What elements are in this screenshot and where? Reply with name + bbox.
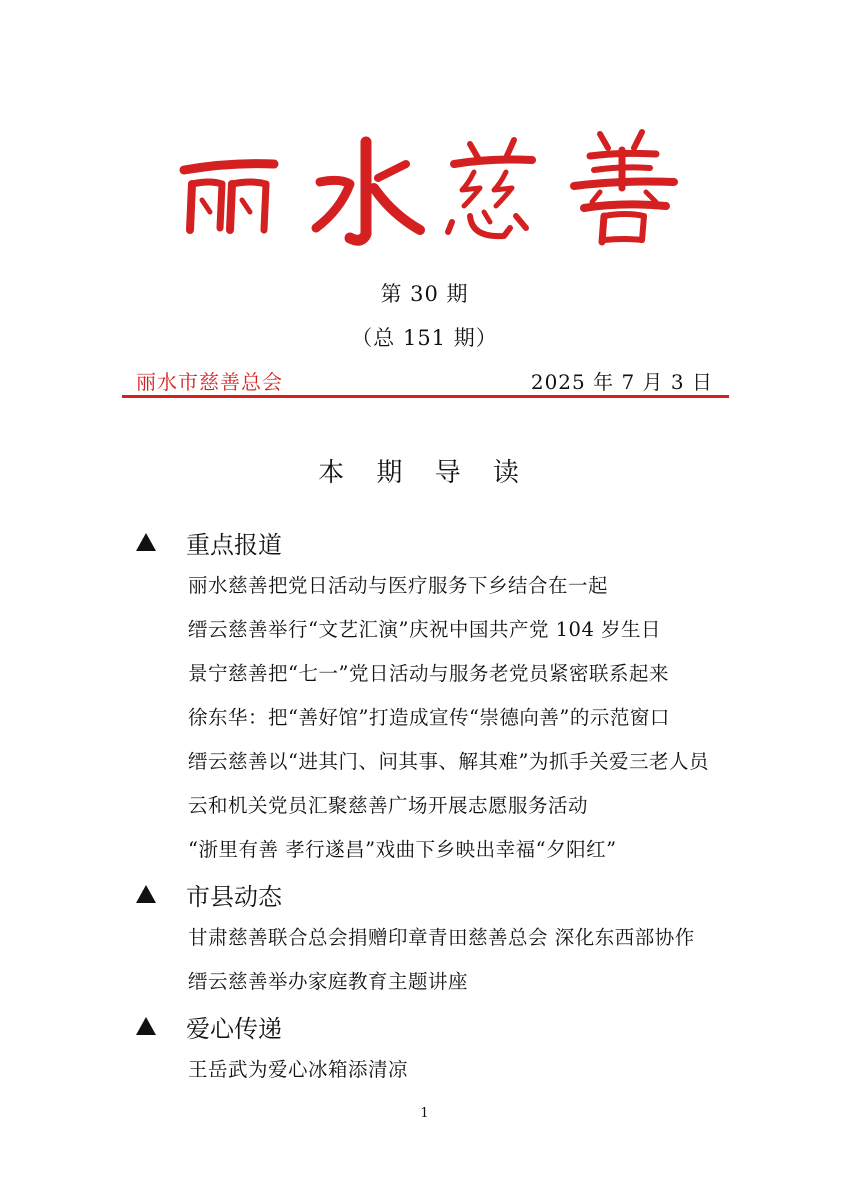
toc-item[interactable]: 云和机关党员汇聚慈善广场开展志愿服务活动 bbox=[188, 794, 589, 817]
toc-item[interactable]: 王岳武为爱心冰箱添清凉 bbox=[188, 1058, 409, 1081]
toc-item[interactable]: 徐东华：把“善好馆”打造成宣传“崇德向善”的示范窗口 bbox=[188, 706, 670, 729]
issue-total: （总 151 期） bbox=[351, 326, 498, 350]
section-heading bbox=[136, 872, 756, 916]
triangle-icon bbox=[136, 885, 156, 903]
triangle-icon bbox=[136, 533, 156, 551]
toc-item[interactable]: 缙云慈善举行“文艺汇演”庆祝中国共产党 104 岁生日 bbox=[188, 618, 662, 641]
masthead-calligraphy bbox=[170, 118, 700, 258]
publisher-name: 丽水市慈善总会 bbox=[136, 370, 283, 394]
section-title: 爱心传递 bbox=[186, 1014, 282, 1043]
section-heading bbox=[136, 520, 756, 564]
triangle-icon bbox=[136, 1017, 156, 1035]
masthead-logo bbox=[170, 118, 700, 258]
toc-item[interactable]: 缙云慈善以“进其门、问其事、解其难”为抓手关爱三老人员 bbox=[188, 750, 709, 773]
toc-item[interactable]: 缙云慈善举办家庭教育主题讲座 bbox=[188, 970, 469, 993]
section-heading bbox=[136, 1004, 756, 1048]
toc-item[interactable]: 甘肃慈善联合总会捐赠印章青田慈善总会 深化东西部协作 bbox=[188, 926, 695, 949]
section-title: 重点报道 bbox=[186, 530, 282, 559]
page-number: 1 bbox=[420, 1106, 429, 1121]
publication-date: 2025 年 7 月 3 日 bbox=[530, 370, 713, 394]
header-divider bbox=[122, 395, 729, 398]
toc-item[interactable]: 景宁慈善把“七一”党日活动与服务老党员紧密联系起来 bbox=[188, 662, 669, 685]
toc-item[interactable]: “浙里有善 孝行遂昌”戏曲下乡映出幸福“夕阳红” bbox=[188, 838, 617, 861]
issue-number: 第 30 期 bbox=[380, 282, 469, 306]
toc-item[interactable]: 丽水慈善把党日活动与医疗服务下乡结合在一起 bbox=[188, 574, 609, 597]
toc-title: 本 期 导 读 bbox=[318, 458, 531, 488]
toc-sections bbox=[136, 520, 756, 1092]
section-title: 市县动态 bbox=[186, 882, 282, 911]
